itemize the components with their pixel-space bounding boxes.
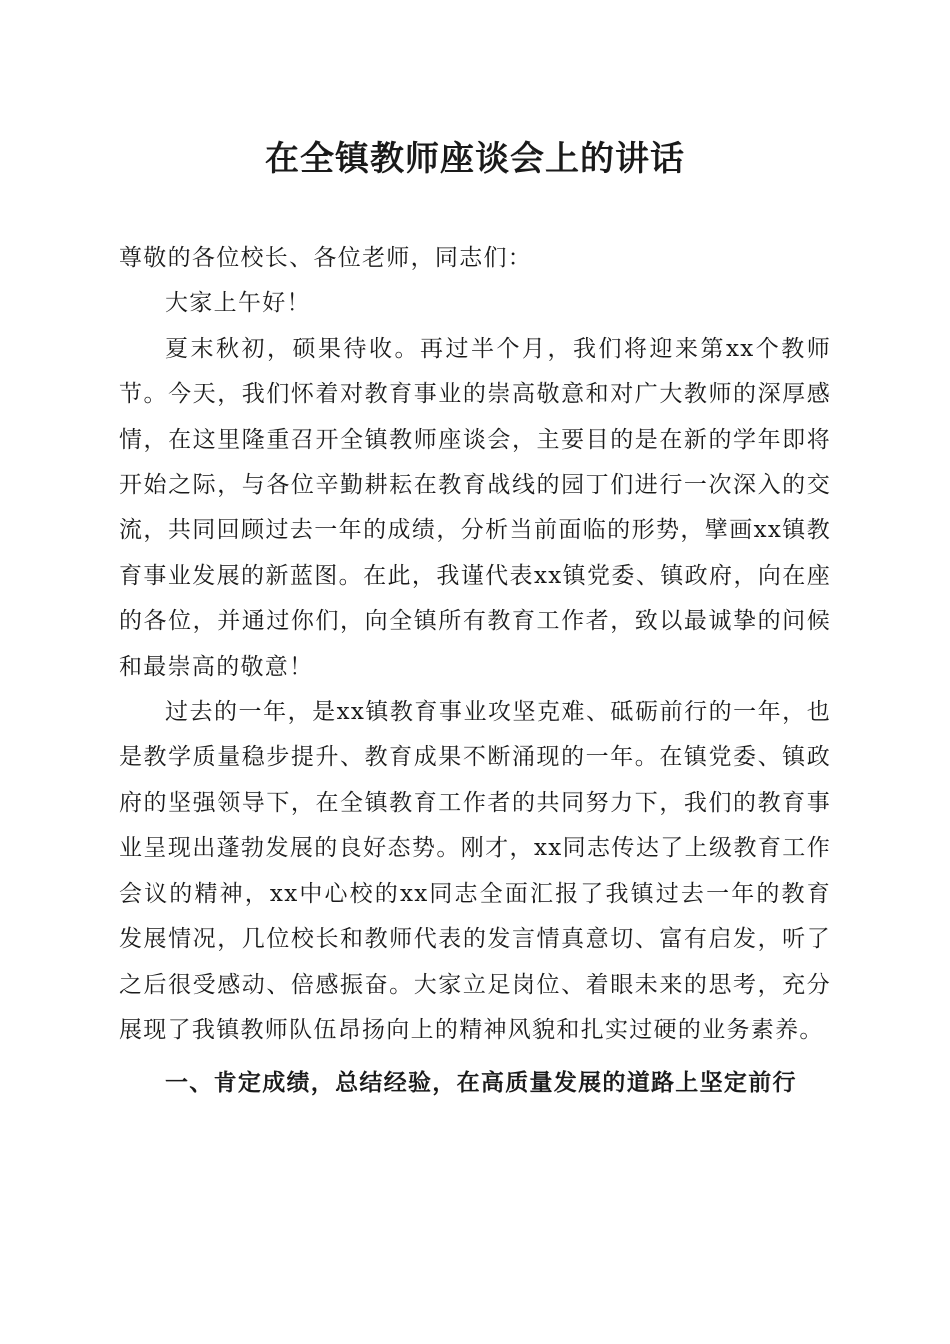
- paragraph-1: 夏末秋初，硕果待收。再过半个月，我们将迎来第xx个教师节。今天，我们怀着对教育事业的崇高敬意和对广大教师的深厚感情，在这里隆重召开全镇教师座谈会，主要目的是在新的学年即将开始之际，与各位辛勤耕耘在教育战线的园丁们进行一次深入的交流，共同回顾过去一年的成绩，分析当前面临的形势，擘画xx镇教育事业发展的新蓝图。在此，我谨代表xx镇党委、镇政府，向在座的各位，并通过你们，向全镇所有教育工作者，致以最诚挚的问候和最崇高的敬意！: [119, 335, 831, 680]
- greeting: 大家上午好！: [165, 290, 311, 317]
- paragraph-2: 过去的一年，是xx镇教育事业攻坚克难、砥砺前行的一年，也是教学质量稳步提升、教育成果不断涌现的一年。在镇党委、镇政府的坚强领导下，在全镇教育工作者的共同努力下，我们的教育事业呈现出蓬勃发展的良好态势。刚才，xx同志传达了上级教育工作会议的精神，xx中心校的xx同志全面汇报了我镇过去一年的教育发展情况，几位校长和教师代表的发言情真意切、富有启发，听了之后很受感动、倍感振奋。大家立足岗位、着眼未来的思考，充分展现了我镇教师队伍昂扬向上的精神风貌和扎实过硬的业务素养。: [119, 699, 831, 1043]
- document-title: 在全镇教师座谈会上的讲话: [265, 139, 685, 179]
- salutation: 尊敬的各位校长、各位老师，同志们：: [119, 245, 533, 271]
- document-body: [119, 236, 831, 1106]
- section-heading: 一、肯定成绩，总结经验，在高质量发展的道路上坚定前行: [165, 1070, 797, 1097]
